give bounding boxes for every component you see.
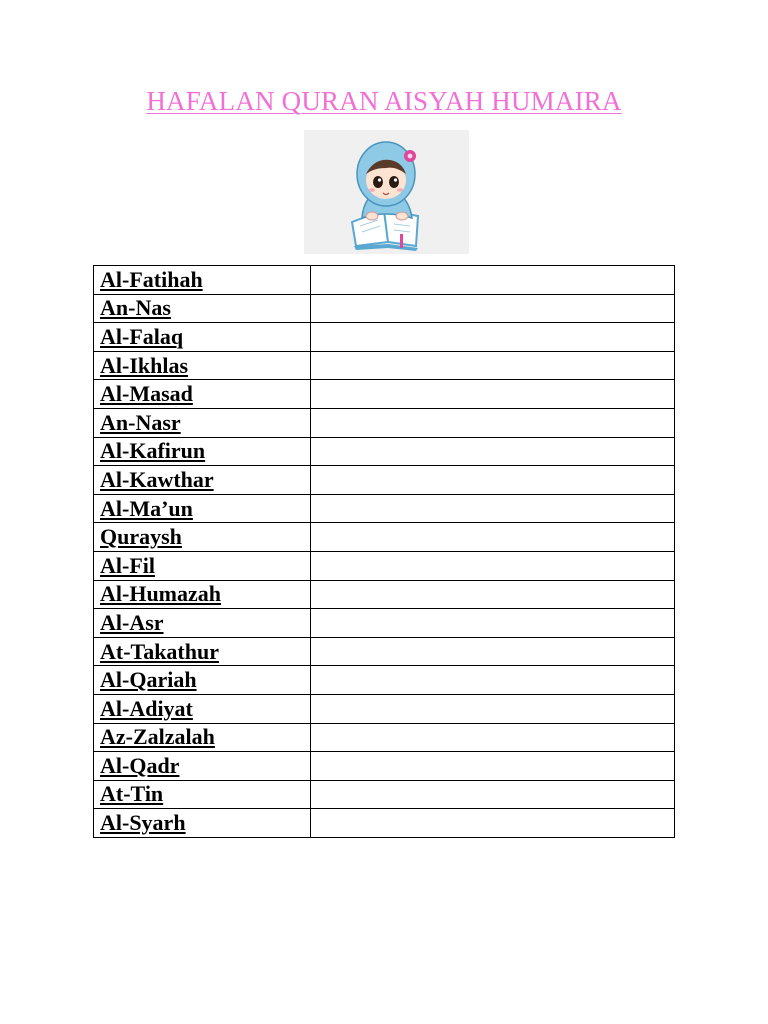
table-row (94, 494, 675, 523)
table-row (94, 666, 675, 695)
surah-name-cell: Al-Ma’un (94, 494, 311, 523)
table-row (94, 437, 675, 466)
progress-mark-cell[interactable] (311, 609, 675, 638)
table-row (94, 466, 675, 495)
table-row (94, 694, 675, 723)
progress-mark-cell[interactable] (311, 809, 675, 838)
progress-mark-cell[interactable] (311, 437, 675, 466)
progress-mark-cell[interactable] (311, 294, 675, 323)
progress-mark-cell[interactable] (311, 723, 675, 752)
surah-name-cell: An-Nas (94, 294, 311, 323)
table-row (94, 408, 675, 437)
surah-checklist-table (93, 265, 675, 838)
progress-mark-cell[interactable] (311, 494, 675, 523)
table-row (94, 294, 675, 323)
progress-mark-cell[interactable] (311, 637, 675, 666)
surah-name-cell: Al-Kafirun (94, 437, 311, 466)
table-row (94, 780, 675, 809)
table-row (94, 752, 675, 781)
surah-name-cell: An-Nasr (94, 408, 311, 437)
progress-mark-cell[interactable] (311, 380, 675, 409)
surah-name-cell: Al-Fil (94, 551, 311, 580)
progress-mark-cell[interactable] (311, 408, 675, 437)
girl-reading-illustration (304, 130, 469, 254)
surah-name-cell: Al-Adiyat (94, 694, 311, 723)
table-row (94, 551, 675, 580)
progress-mark-cell[interactable] (311, 523, 675, 552)
surah-name-cell: Al-Qadr (94, 752, 311, 781)
progress-mark-cell[interactable] (311, 780, 675, 809)
progress-mark-cell[interactable] (311, 580, 675, 609)
surah-name-cell: Al-Humazah (94, 580, 311, 609)
progress-mark-cell[interactable] (311, 351, 675, 380)
table-row (94, 523, 675, 552)
surah-name-cell: Al-Masad (94, 380, 311, 409)
surah-name-cell: Al-Qariah (94, 666, 311, 695)
table-row (94, 723, 675, 752)
surah-name-cell: Quraysh (94, 523, 311, 552)
surah-name-cell: Al-Ikhlas (94, 351, 311, 380)
progress-mark-cell[interactable] (311, 694, 675, 723)
surah-name-cell: At-Tin (94, 780, 311, 809)
table-row (94, 809, 675, 838)
table-row (94, 266, 675, 295)
table-row (94, 380, 675, 409)
table-row (94, 609, 675, 638)
page-title: HAFALAN QURAN AISYAH HUMAIRA (146, 86, 622, 116)
surah-name-cell: Al-Falaq (94, 323, 311, 352)
progress-mark-cell[interactable] (311, 752, 675, 781)
surah-name-cell: Al-Syarh (94, 809, 311, 838)
surah-name-cell: At-Takathur (94, 637, 311, 666)
surah-name-cell: Az-Zalzalah (94, 723, 311, 752)
surah-name-cell: Al-Kawthar (94, 466, 311, 495)
surah-name-cell: Al-Fatihah (94, 266, 311, 295)
table-row (94, 637, 675, 666)
progress-mark-cell[interactable] (311, 666, 675, 695)
surah-name-cell: Al-Asr (94, 609, 311, 638)
table-row (94, 580, 675, 609)
progress-mark-cell[interactable] (311, 551, 675, 580)
girl-in-hijab-reading-book-icon (304, 130, 469, 254)
progress-mark-cell[interactable] (311, 323, 675, 352)
progress-mark-cell[interactable] (311, 466, 675, 495)
table-row (94, 323, 675, 352)
table-row (94, 351, 675, 380)
progress-mark-cell[interactable] (311, 266, 675, 295)
